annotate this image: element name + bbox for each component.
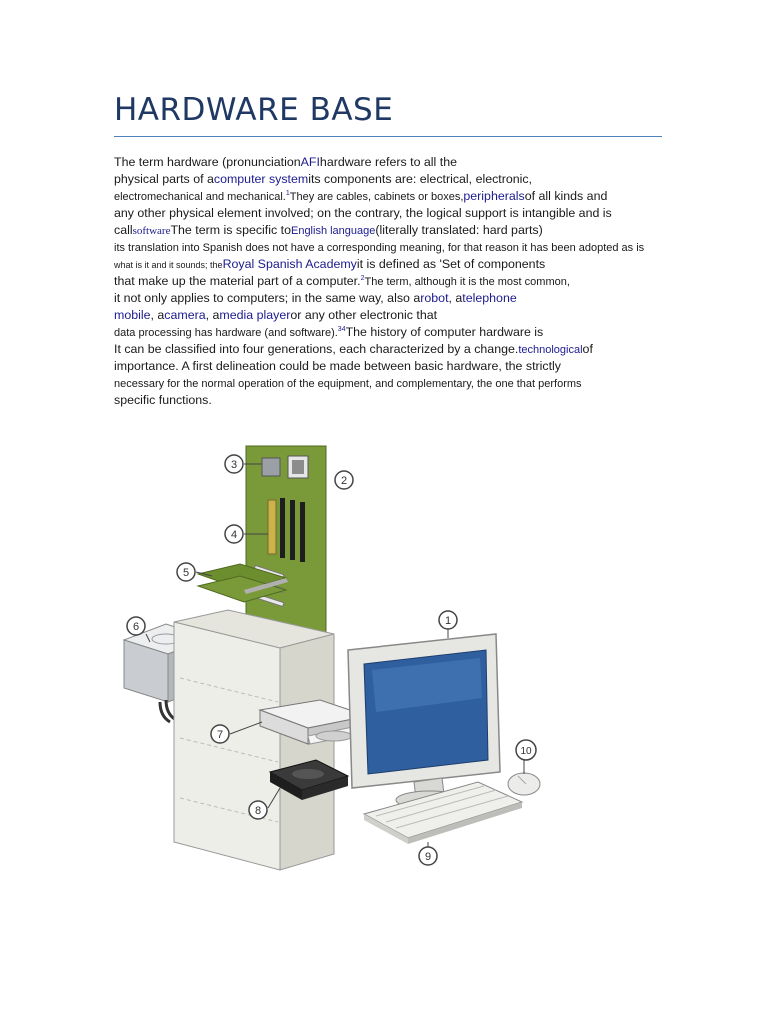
- link-mobile[interactable]: mobile: [114, 308, 151, 322]
- line-9: it not only applies to computers; in the same way, also arobot, atelephone: [114, 291, 517, 305]
- svg-text:9: 9: [424, 851, 432, 863]
- callout-10: [516, 740, 536, 760]
- line-6: its translation into Spanish does not have a corresponding meaning, for that reason it has been adopted as is: [114, 242, 645, 254]
- line-8: that make up the material part of a computer.$^2$The term, although it is the most common,: [114, 274, 570, 288]
- callout-5: [177, 563, 195, 581]
- callout-7: [211, 725, 229, 743]
- line-5: callsoftwareThe term is specific toEnglish language(literally translated: hard parts): [114, 223, 543, 237]
- computer-hardware-illustration: [120, 438, 550, 878]
- link-software[interactable]: software: [132, 225, 171, 237]
- line-4: any other physical element involved; on the contrary, the logical support is intangible and is: [114, 206, 612, 220]
- title-underline: [114, 136, 662, 137]
- link-afi[interactable]: AFI: [300, 155, 320, 169]
- line-2: physical parts of acomputer systemits components are: electrical, electronic,: [114, 172, 533, 186]
- link-computer-system[interactable]: computer system: [213, 172, 309, 186]
- line-10: mobile, acamera, amedia playeror any other electronic that: [114, 308, 438, 322]
- svg-text:10: 10: [520, 746, 532, 757]
- paragraph: [114, 154, 674, 409]
- line-13: importance. A first delineation could be made between basic hardware, the strictly: [114, 359, 561, 373]
- footnote-ref[interactable]: 2: [360, 275, 365, 282]
- link-royal-spanish-academy[interactable]: Royal Spanish Academy: [222, 257, 357, 271]
- footnote-ref[interactable]: 34: [337, 326, 346, 333]
- line-14: necessary for the normal operation of the equipment, and complementary, the one that performs: [114, 378, 582, 390]
- svg-text:6: 6: [132, 621, 140, 633]
- callout-8: [249, 801, 267, 819]
- footnote-ref[interactable]: 1: [285, 190, 290, 197]
- line-11: data processing has hardware (and software).$^{34}$The history of computer hardware is: [114, 325, 544, 339]
- line-12: It can be classified into four generations, each characterized by a change.technologicalof: [114, 342, 593, 356]
- mouse: [508, 773, 540, 795]
- svg-text:3: 3: [230, 459, 238, 471]
- callout-2: [335, 471, 353, 489]
- callout-4: [225, 525, 243, 543]
- callout-6: [127, 617, 145, 635]
- page-title: HARDWARE BASE: [114, 92, 394, 128]
- link-technological[interactable]: technological: [518, 344, 583, 356]
- svg-text:4: 4: [230, 529, 238, 541]
- line-1: The term hardware (pronunciationAFIhardware refers to all the: [114, 155, 457, 169]
- link-telephone[interactable]: telephone: [462, 291, 517, 305]
- line-3: electromechanical and mechanical.$^1$They are cables, cabinets or boxes,peripheralsof all kinds and: [114, 189, 608, 203]
- link-camera[interactable]: camera: [164, 308, 206, 322]
- svg-text:2: 2: [340, 475, 348, 487]
- svg-text:8: 8: [254, 805, 262, 817]
- line-15: specific functions.: [114, 393, 212, 407]
- line-7: what is it and it sounds; theRoyal Spanish Academyit is defined as 'Set of components: [114, 257, 546, 271]
- callout-3: [225, 455, 243, 473]
- callout-1: [439, 611, 457, 629]
- link-english-language[interactable]: English language: [290, 225, 376, 237]
- callout-9: [419, 847, 437, 865]
- link-media-player[interactable]: media player: [219, 308, 291, 322]
- svg-text:7: 7: [216, 729, 224, 741]
- svg-text:5: 5: [182, 567, 190, 579]
- svg-text:1: 1: [444, 615, 452, 627]
- link-peripherals[interactable]: peripherals: [463, 189, 525, 203]
- link-robot[interactable]: robot: [420, 291, 449, 305]
